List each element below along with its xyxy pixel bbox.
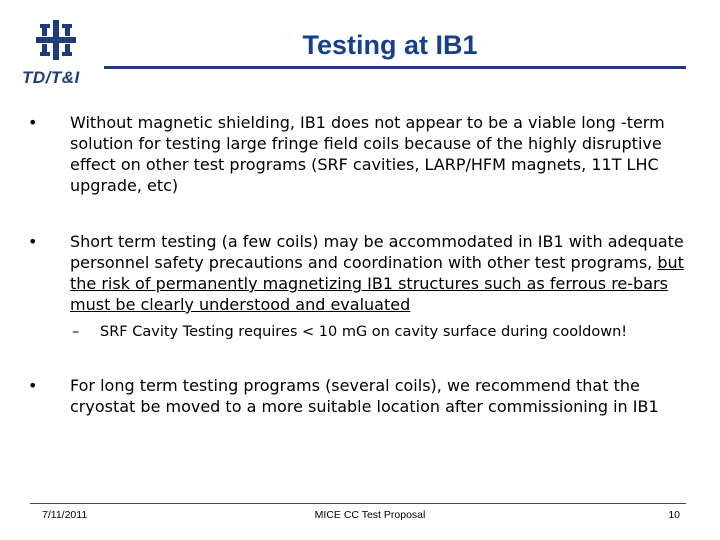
slide-body	[28, 112, 688, 417]
bullet-item	[28, 375, 688, 417]
slide-title: Testing at IB1	[302, 30, 478, 60]
sub-bullet-marker: –	[72, 324, 80, 340]
footer-title: MICE CC Test Proposal	[314, 509, 426, 521]
footer-date: 7/11/2011	[42, 509, 88, 521]
title-divider	[104, 66, 686, 69]
bullet-text: For long term testing programs (several coils), we recommend that the cryostat be moved to a more suitable location after commissioning in IB1	[70, 376, 659, 416]
fermilab-logo-icon	[34, 18, 78, 62]
bullet-text: Short term testing (a few coils) may be accommodated in IB1 with adequate personnel safety precautions and coordination with other test programs,	[70, 232, 684, 272]
bullet-item	[28, 231, 688, 315]
sub-bullet-text: SRF Cavity Testing requires < 10 mG on cavity surface during cooldown!	[100, 324, 628, 340]
bullet-marker: •	[28, 232, 38, 251]
sub-bullet-item	[28, 323, 688, 342]
bullet-marker: •	[28, 113, 38, 132]
bullet-item	[28, 112, 688, 196]
bullet-text: Without magnetic shielding, IB1 does not appear to be a viable long -term solution for testing large fringe field coils because of the highly disruptive effect on other test programs (SRF cavities, LARP/HFM magnets, 11T LHC upgrade, etc)	[70, 113, 665, 195]
footer-divider	[30, 503, 686, 504]
fermilab-logo	[22, 18, 102, 87]
bullet-text-underlined: but the risk of permanently magnetizing IB1 structures such as ferrous re-bars must be clearly understood and evaluated	[70, 253, 684, 314]
page-number: 10	[668, 509, 680, 521]
logo-text: TD/T&I	[22, 68, 80, 87]
bullet-marker: •	[28, 376, 38, 395]
